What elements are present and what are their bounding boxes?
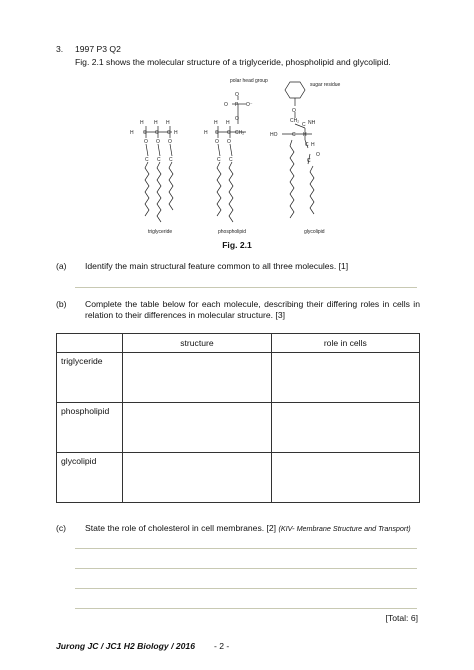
total-marks: [Total: 6] <box>385 613 418 623</box>
answer-line[interactable] <box>75 548 417 549</box>
svg-text:C: C <box>302 122 306 128</box>
table-header-structure: structure <box>123 334 271 353</box>
molecule-table <box>56 333 420 503</box>
svg-text:H: H <box>303 132 307 138</box>
answer-line[interactable] <box>75 287 417 288</box>
answer-line[interactable] <box>75 568 417 569</box>
triglyceride-label: triglyceride <box>148 229 173 235</box>
question-number: 3. <box>56 44 64 54</box>
row-label-phospholipid: phospholipid <box>57 403 123 453</box>
svg-text:H: H <box>214 120 218 126</box>
svg-text:C: C <box>145 157 149 163</box>
svg-text:O: O <box>316 152 320 158</box>
svg-text:C: C <box>157 157 161 163</box>
phospholipid-label: phospholipid <box>218 229 247 235</box>
svg-text:O: O <box>235 92 239 98</box>
svg-text:NH: NH <box>308 120 316 126</box>
cell-role-phospholipid[interactable] <box>271 403 419 453</box>
svg-text:C: C <box>227 130 231 136</box>
cell-structure-glycolipid[interactable] <box>123 453 271 503</box>
question-intro: Fig. 2.1 shows the molecular structure of a triglyceride, phospholipid and glycolipid. <box>75 57 391 67</box>
table-row <box>57 453 420 503</box>
svg-text:C: C <box>305 142 309 148</box>
cell-structure-triglyceride[interactable] <box>123 353 271 403</box>
question-title: 1997 P3 Q2 <box>75 44 121 54</box>
svg-text:C: C <box>215 130 219 136</box>
table-header-blank <box>57 334 123 353</box>
svg-text:C: C <box>292 132 296 138</box>
part-c-letter: (c) <box>56 523 67 533</box>
part-c-text <box>85 523 420 534</box>
row-label-triglyceride: triglyceride <box>57 353 123 403</box>
part-a-text: Identify the main structural feature common to all three molecules. [1] <box>85 261 349 271</box>
svg-text:H: H <box>166 120 170 126</box>
part-c-question: State the role of cholesterol in cell membranes. [2] <box>85 523 277 533</box>
polar-head-label: polar head group <box>230 78 268 84</box>
part-b-text: Complete the table below for each molecule, describing their differing roles in cells in relation to their differences in molecular structure. [3] <box>85 299 420 320</box>
svg-text:C: C <box>217 157 221 163</box>
answer-line[interactable] <box>75 588 417 589</box>
molecule-diagram <box>120 76 420 236</box>
svg-text:H: H <box>204 130 208 136</box>
svg-text:O: O <box>215 139 219 145</box>
svg-text:H: H <box>154 120 158 126</box>
footer-school: Jurong JC / JC1 H2 Biology / 2016 <box>56 641 195 651</box>
svg-text:O⁻: O⁻ <box>246 102 253 108</box>
svg-text:H: H <box>226 120 230 126</box>
cell-structure-phospholipid[interactable] <box>123 403 271 453</box>
svg-text:CH₂: CH₂ <box>235 130 245 136</box>
svg-text:HO: HO <box>270 132 278 138</box>
svg-text:H: H <box>140 120 144 126</box>
svg-text:O: O <box>292 108 296 114</box>
part-b-letter: (b) <box>56 299 67 309</box>
svg-text:H: H <box>311 142 315 148</box>
figure-molecules <box>120 76 420 236</box>
svg-text:O: O <box>156 139 160 145</box>
row-label-glycolipid: glycolipid <box>57 453 123 503</box>
svg-text:O: O <box>235 116 239 122</box>
table-row <box>57 353 420 403</box>
figure-caption: Fig. 2.1 <box>222 240 252 250</box>
svg-text:H: H <box>130 130 134 136</box>
page-number: - 2 - <box>214 641 230 651</box>
svg-text:O: O <box>144 139 148 145</box>
cell-role-glycolipid[interactable] <box>271 453 419 503</box>
svg-text:C: C <box>155 130 159 136</box>
svg-text:H: H <box>174 130 178 136</box>
glycolipid-label: glycolipid <box>304 229 325 235</box>
svg-text:O: O <box>227 139 231 145</box>
svg-text:C: C <box>169 157 173 163</box>
cell-role-triglyceride[interactable] <box>271 353 419 403</box>
svg-text:P: P <box>235 102 239 108</box>
svg-text:C: C <box>229 157 233 163</box>
svg-text:C: C <box>143 130 147 136</box>
sugar-residue-label: sugar residue <box>310 82 341 88</box>
svg-text:O: O <box>224 102 228 108</box>
svg-text:CH₂: CH₂ <box>290 118 300 124</box>
table-row <box>57 403 420 453</box>
svg-text:C: C <box>167 130 171 136</box>
part-a-letter: (a) <box>56 261 67 271</box>
table-header-row <box>57 334 420 353</box>
answer-line[interactable] <box>75 608 417 609</box>
svg-text:C: C <box>307 158 311 164</box>
svg-text:O: O <box>168 139 172 145</box>
part-c-note: (KIV- Membrane Structure and Transport) <box>278 524 411 533</box>
table-header-role: role in cells <box>271 334 419 353</box>
